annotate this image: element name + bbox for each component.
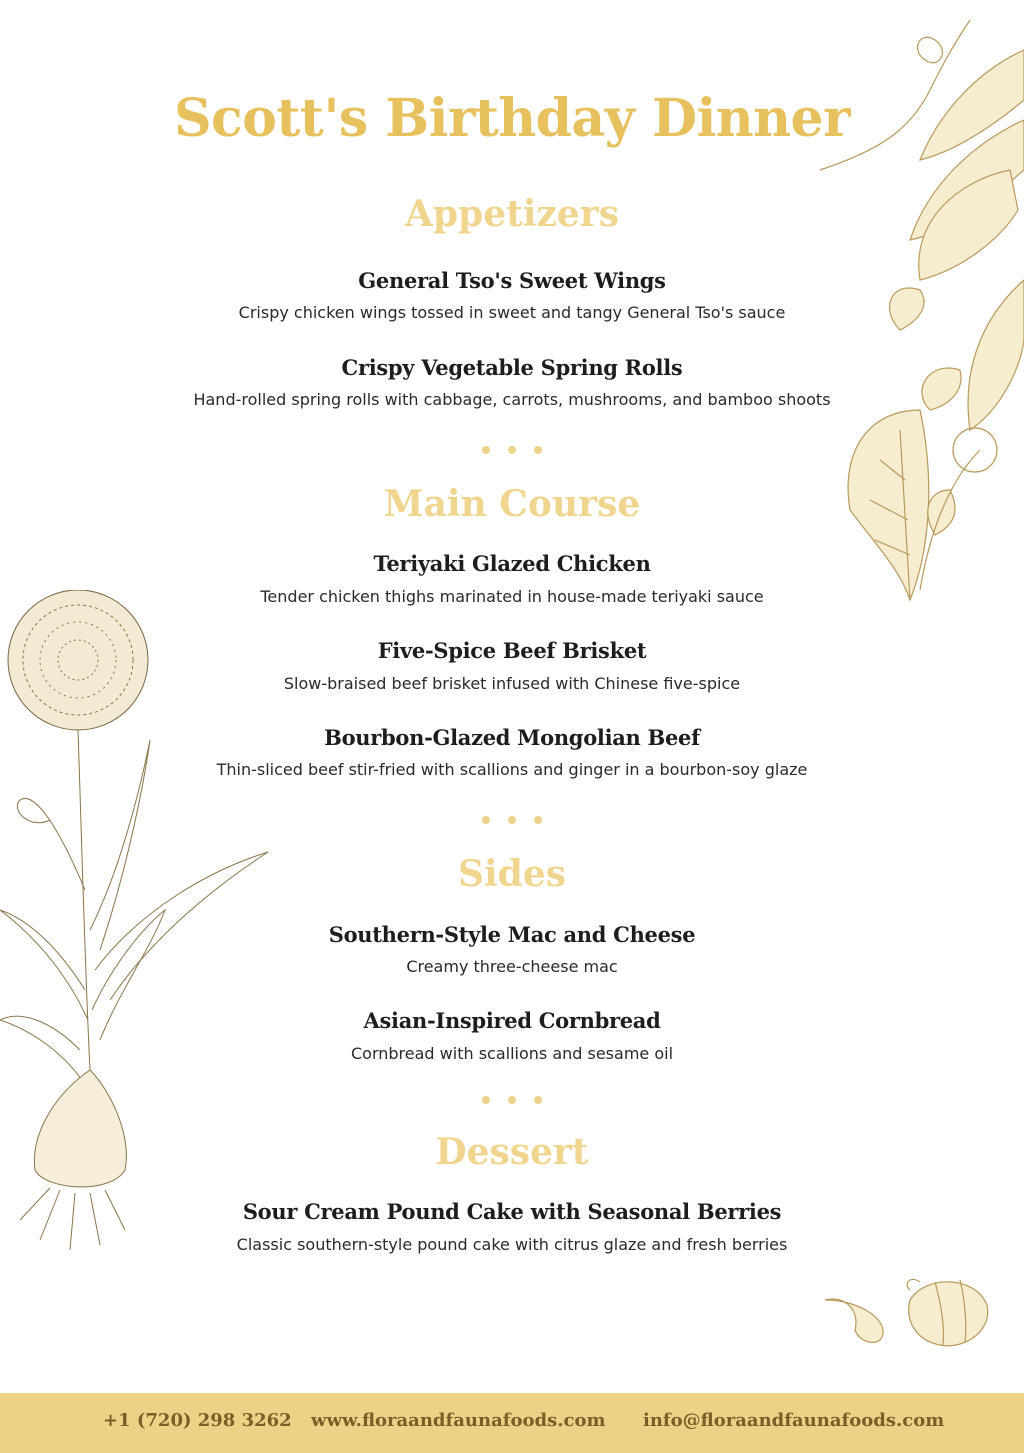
menu-item-name: Bourbon-Glazed Mongolian Beef [324, 725, 700, 750]
menu-item-description: Classic southern-style pound cake with citrus glaze and fresh berries [236, 1235, 788, 1254]
menu-item-name: Five-Spice Beef Brisket [377, 638, 647, 663]
menu-item-name: General Tso's Sweet Wings [358, 268, 666, 293]
menu-item-name: Asian-Inspired Cornbread [363, 1008, 661, 1033]
footer-website-link[interactable]: www.floraandfaunafoods.com [311, 1410, 606, 1431]
menu-item-description: Slow-braised beef brisket infused with Chinese five-spice [283, 674, 741, 693]
menu-item-name: Southern-Style Mac and Cheese [328, 922, 696, 947]
menu-item-description: Thin-sliced beef stir-fried with scallions and ginger in a bourbon-soy glaze [216, 760, 808, 779]
section-divider [0, 814, 1024, 826]
garlic-clove-illustration [815, 1270, 995, 1360]
menu-item-name: Crispy Vegetable Spring Rolls [341, 355, 683, 380]
section-divider [0, 1094, 1024, 1106]
section-title-dessert: Dessert [435, 1131, 589, 1173]
section-title-sides: Sides [457, 853, 567, 895]
menu-item-description: Creamy three-cheese mac [406, 957, 618, 976]
menu-item-description: Cornbread with scallions and sesame oil [350, 1044, 674, 1063]
menu-item-name: Sour Cream Pound Cake with Seasonal Berries [242, 1199, 782, 1224]
section-divider [0, 444, 1024, 456]
footer-email-link[interactable]: info@floraandfaunafoods.com [643, 1410, 945, 1431]
section-title-main-course: Main Course [383, 483, 641, 525]
section-title-appetizers: Appetizers [404, 193, 620, 235]
menu-item-description: Tender chicken thighs marinated in house-made teriyaki sauce [260, 587, 764, 606]
menu-item-description: Hand-rolled spring rolls with cabbage, carrots, mushrooms, and bamboo shoots [193, 390, 831, 409]
footer-phone[interactable]: +1 (720) 298 3262 [103, 1410, 292, 1431]
footer-bar [0, 1393, 1024, 1453]
menu-item-name: Teriyaki Glazed Chicken [373, 551, 651, 576]
menu-title: Scott's Birthday Dinner [174, 88, 850, 149]
menu-item-description: Crispy chicken wings tossed in sweet and tangy General Tso's sauce [238, 303, 786, 322]
